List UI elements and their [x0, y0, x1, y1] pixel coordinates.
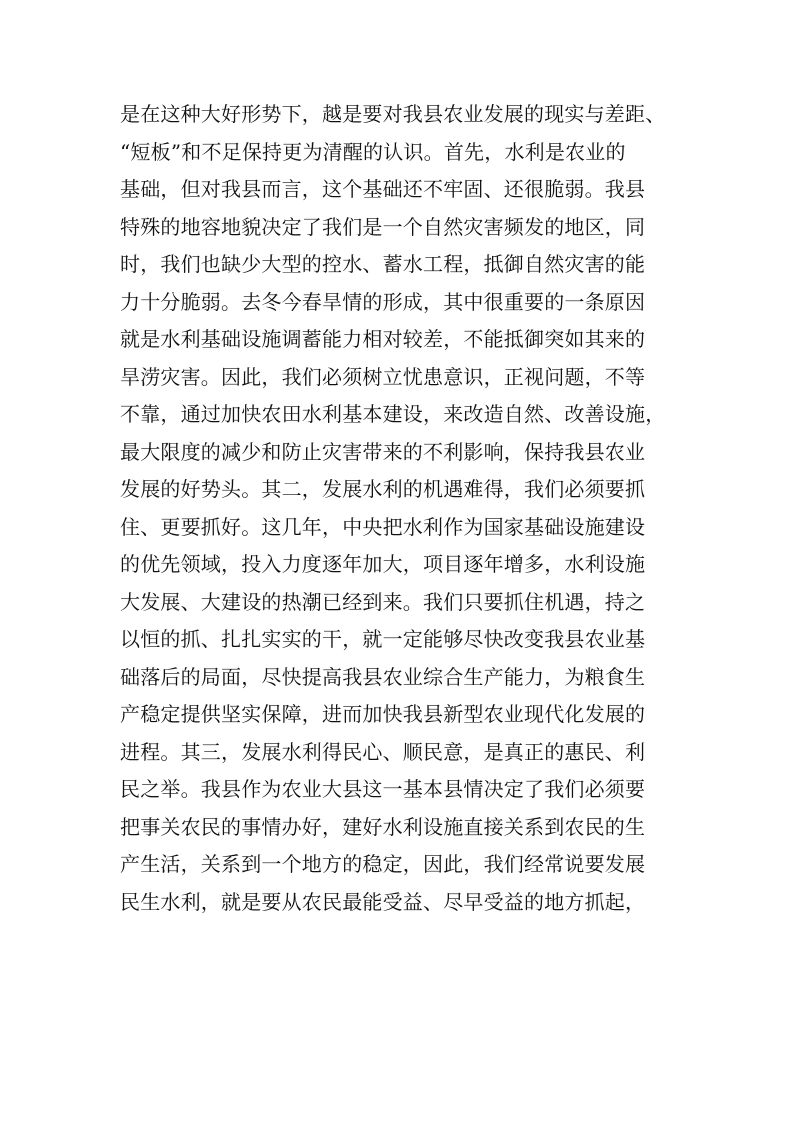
text-line: 发展的好势头。其二，发展水利的机遇难得，我们必须要抓 — [120, 477, 646, 501]
text-line: 不靠，通过加快农田水利基本建设，来改造自然、改善设施， — [120, 402, 666, 426]
text-line: 力十分脆弱。去冬今春旱情的形成，其中很重要的一条原因 — [120, 289, 646, 314]
text-line: 最大限度的减少和防止灾害带来的不利影响，保持我县农业 — [120, 439, 646, 464]
text-line: 旱涝灾害。因此，我们必须树立忧患意识，正视问题，不等 — [120, 364, 646, 389]
text-line: 时，我们也缺少大型的控水、蓄水工程，抵御自然灾害的能 — [120, 252, 646, 276]
text-line: 以恒的抓、扎扎实实的干，就一定能够尽快改变我县农业基 — [120, 627, 646, 651]
body-text — [120, 96, 700, 921]
text-line: 的优先领域，投入力度逐年加大，项目逐年增多，水利设施 — [120, 552, 646, 576]
text-line: 基础，但对我县而言，这个基础还不牢固、还很脆弱。我县 — [120, 177, 646, 201]
text-line: 民之举。我县作为农业大县这一基本县情决定了我们必须要 — [120, 777, 646, 801]
text-line: 产生活，关系到一个地方的稳定，因此，我们经常说要发展 — [120, 852, 646, 876]
text-line: 大发展、大建设的热潮已经到来。我们只要抓住机遇，持之 — [120, 589, 646, 614]
text-line: 就是水利基础设施调蓄能力相对较差，不能抵御突如其来的 — [120, 327, 646, 351]
text-line: “短板”和不足保持更为清醒的认识。首先，水利是农业的 — [120, 139, 626, 164]
text-line: 特殊的地容地貌决定了我们是一个自然灾害频发的地区，同 — [120, 214, 646, 239]
text-line: 民生水利，就是要从农民最能受益、尽早受益的地方抓起， — [120, 889, 646, 914]
text-line: 础落后的局面，尽快提高我县农业综合生产能力，为粮食生 — [120, 664, 646, 689]
text-line: 住、更要抓好。这几年，中央把水利作为国家基础设施建设 — [120, 514, 646, 539]
text-line: 进程。其三，发展水利得民心、顺民意，是真正的惠民、利 — [120, 739, 646, 764]
text-line: 是在这种大好形势下，越是要对我县农业发展的现实与差距、 — [120, 102, 666, 126]
text-line: 产稳定提供坚实保障，进而加快我县新型农业现代化发展的 — [120, 702, 646, 726]
text-line: 把事关农民的事情办好，建好水利设施直接关系到农民的生 — [120, 814, 646, 839]
